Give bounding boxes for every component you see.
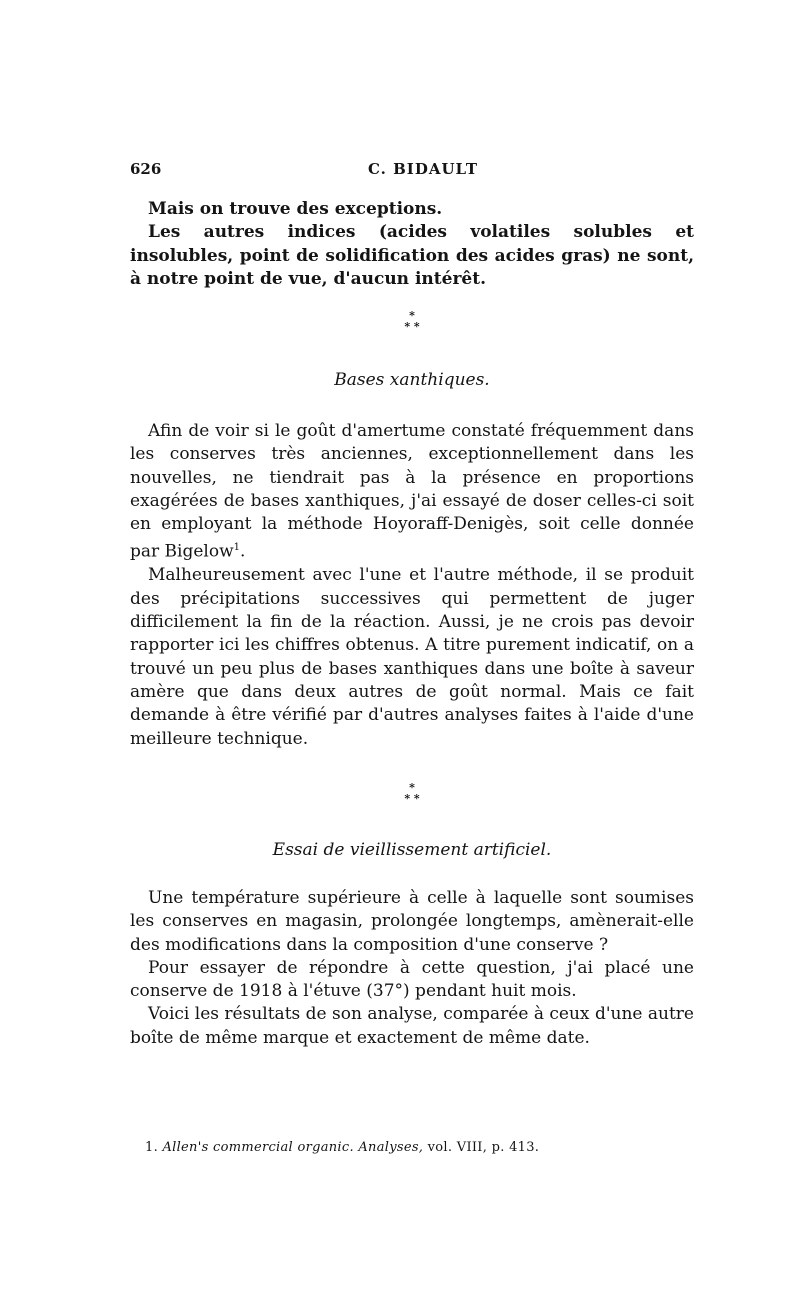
page-header (130, 160, 694, 184)
paragraph-autres-indices: Les autres indices (acides volatiles solubles et insolubles, point de solidification des acides gras) ne sont, à notre point de vue, d'aucun intérêt. (130, 222, 694, 289)
footnote-number: 1. (145, 1140, 159, 1155)
paragraph-exceptions: Mais on trouve des exceptions. (148, 199, 443, 219)
paragraph-amertume (130, 420, 694, 564)
section-bases-xanthiques (130, 420, 694, 751)
paragraph-temperature: Une température supérieure à celle à laquelle sont soumises les conserves en magasin, prolongée longtemps, amènerait-elle des modifications dans la composition d'une conserve ? (130, 888, 694, 955)
paragraph-amertume-end: . (240, 542, 246, 563)
footnote-reference: vol. VIII, p. 413. (427, 1140, 540, 1155)
separator-asterism-2 (130, 782, 694, 804)
paragraph-resultats: Voici les résultats de son analyse, comparée à ceux d'une autre boîte de même marque et exactement de même date. (130, 1004, 694, 1048)
heading-vieillissement: Essai de vieillissement artificiel. (272, 840, 552, 860)
asterism-top: * (409, 309, 415, 322)
separator-asterism-1 (130, 310, 694, 332)
asterism-top: * (409, 781, 415, 794)
paragraph-question: Pour essayer de répondre à cette question, j'ai placé une conserve de 1918 à l'étuve (37°) pendant huit mois. (130, 957, 694, 1002)
asterism-bottom: * * (404, 792, 420, 805)
footnote-title: Allen's commercial organic. Analyses, (162, 1140, 424, 1155)
paragraph-amertume-text: Afin de voir si le goût d'amertume constaté fréquemment dans les conserves très anciennes, exceptionnellement dans les nouvelles, ne tiendrait pas à la présence en proportions exagérées de bases xanthiques, j'ai essayé de doser celles-ci soit en employant la méthode Hoyoraff-Denigès, soit celle donnée par Bigelow (130, 421, 694, 563)
page-number: 626 (130, 160, 162, 178)
paragraph-malheureusement: Malheureusement avec l'une et l'autre méthode, il se produit des précipitations successives qui permettent de juger difficilement la fin de la réaction. Aussi, je ne crois pas devoir rapporter ici les chiffres obtenus. A titre purement indicatif, on a trouvé un peu plus de bases xanthiques dans une boîte à saveur amère que dans deux autres de goût normal. Mais ce fait demande à être vérifié par d'autres analyses faites à l'aide d'une meilleure technique. (130, 565, 694, 749)
section-vieillissement (130, 887, 694, 1050)
running-title: C. BIDAULT (368, 160, 479, 178)
footnote (145, 1140, 705, 1155)
section-indices (130, 198, 694, 291)
footnote-ref: 1 (233, 542, 241, 554)
heading-bases-xanthiques: Bases xanthiques. (334, 370, 490, 390)
asterism-bottom: * * (404, 320, 420, 333)
